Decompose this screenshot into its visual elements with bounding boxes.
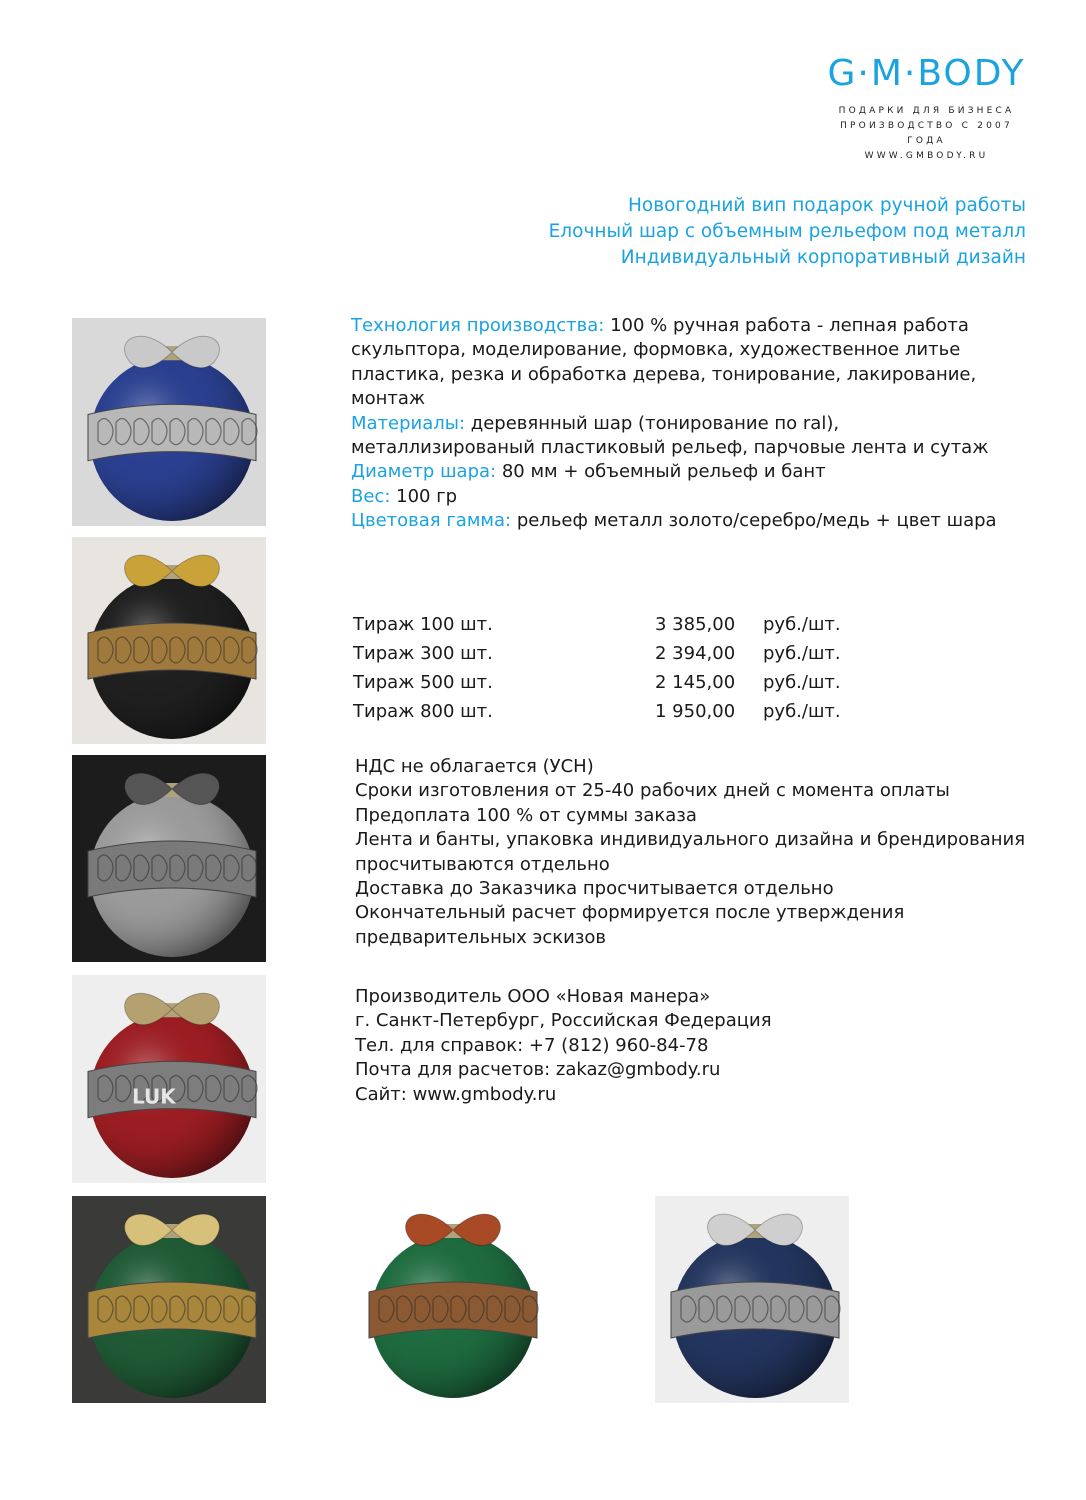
ornament-illustration — [72, 537, 266, 744]
price-unit: руб./шт. — [763, 701, 841, 722]
spec-value: 80 мм + объемный рельеф и бант — [496, 461, 826, 483]
spec-key: Материалы: — [351, 412, 466, 434]
ornament-photo-red-lukoil — [72, 975, 266, 1183]
contact-address: г. Санкт-Петербург, Российская Федерация — [355, 1010, 772, 1032]
ornament-photo-blue-silver-horses — [72, 318, 266, 526]
note-prepayment: Предоплата 100 % от суммы заказа — [355, 804, 697, 826]
spec-value: деревянный шар (тонирование по ral), металлизированый пластиковый рельеф, парчовые лента и сутаж — [351, 412, 989, 459]
ornament-photo-green-sunflower — [72, 1196, 266, 1403]
contact-website[interactable]: Сайт: www.gmbody.ru — [355, 1083, 557, 1105]
note-lead-time: Сроки изготовления от 25-40 рабочих дней с момента оплаты — [355, 780, 950, 802]
contact-phone[interactable]: Тел. для справок: +7 (812) 960-84-78 — [355, 1034, 709, 1056]
ornament-illustration — [72, 1196, 266, 1403]
note-vat: НДС не облагается (УСН) — [355, 756, 594, 777]
price-amount: 3 385,00 — [655, 614, 736, 635]
price-amount: 2 145,00 — [655, 672, 736, 693]
manufacturer-contacts — [355, 985, 1035, 1107]
brand-taglines — [819, 104, 1034, 164]
ornament-photo-black-bronze-city — [72, 537, 266, 744]
price-quantity: Тираж 300 шт. — [353, 643, 493, 664]
price-row — [353, 701, 893, 730]
note-final-price: Окончательный расчет формируется после утверждения предварительных эскизов — [355, 902, 905, 948]
spec-value: 100 % ручная работа - лепная работа скульптора, моделирование, формовка, художественное литье пластика, резка и обработка дерева, тонирование, лакирование, монтаж — [351, 315, 977, 410]
ornament-illustration — [72, 318, 266, 526]
price-quantity: Тираж 500 шт. — [353, 672, 493, 693]
ornament-photo-navy-volgograd — [655, 1196, 849, 1403]
price-row — [353, 614, 893, 643]
price-row — [353, 643, 893, 672]
price-table — [353, 614, 893, 730]
spec-key: Диаметр шара: — [351, 461, 497, 483]
brand-tagline: ПРОИЗВОДСТВО С 2007 ГОДА — [840, 121, 1013, 146]
spec-value: рельеф металл золото/серебро/медь + цвет шара — [511, 510, 997, 532]
spec-key: Цветовая гамма: — [351, 510, 512, 532]
contact-email[interactable]: Почта для расчетов: zakaz@gmbody.ru — [355, 1059, 721, 1081]
brand-website: WWW.GMBODY.RU — [864, 151, 989, 161]
ornament-illustration — [72, 755, 266, 962]
price-unit: руб./шт. — [763, 672, 841, 693]
spec-key: Вес: — [351, 485, 391, 507]
ornament-illustration — [655, 1196, 849, 1403]
spec-weight — [351, 485, 1021, 509]
price-quantity: Тираж 100 шт. — [353, 614, 493, 635]
price-unit: руб./шт. — [763, 614, 841, 635]
spec-materials — [351, 412, 1021, 461]
ornament-illustration — [353, 1196, 547, 1403]
ornament-illustration — [72, 975, 266, 1183]
order-notes — [355, 755, 1035, 950]
brand-logo — [819, 54, 1034, 164]
ornament-photo-green-copper-machinery — [353, 1196, 547, 1403]
product-specs — [351, 314, 1021, 534]
brand-tagline: ПОДАРКИ ДЛЯ БИЗНЕСА — [838, 106, 1015, 116]
contact-manufacturer: Производитель ООО «Новая манера» — [355, 986, 711, 1007]
headline-line: Елочный шар с объемным рельефом под металл — [548, 221, 1026, 242]
price-unit: руб./шт. — [763, 643, 841, 664]
price-row — [353, 672, 893, 701]
ornament-photo-grey-industrial — [72, 755, 266, 962]
headline-line: Новогодний вип подарок ручной работы — [628, 195, 1026, 216]
spec-value: 100 гр — [390, 485, 458, 507]
product-headline — [549, 193, 1026, 271]
note-delivery: Доставка до Заказчика просчитывается отдельно — [355, 878, 834, 900]
band-logo-text: LUK — [132, 1084, 176, 1109]
headline-line: Индивидуальный корпоративный дизайн — [620, 247, 1026, 268]
spec-diameter — [351, 460, 1021, 484]
price-amount: 1 950,00 — [655, 701, 736, 722]
price-quantity: Тираж 800 шт. — [353, 701, 493, 722]
spec-colors — [351, 509, 1021, 533]
spec-technology — [351, 314, 1021, 412]
price-amount: 2 394,00 — [655, 643, 736, 664]
spec-key: Технология производства: — [351, 315, 605, 336]
brand-wordmark: G·M·BODY — [827, 53, 1026, 94]
note-packaging: Лента и банты, упаковка индивидуального дизайна и брендирования просчитываются отдельно — [355, 829, 1026, 875]
